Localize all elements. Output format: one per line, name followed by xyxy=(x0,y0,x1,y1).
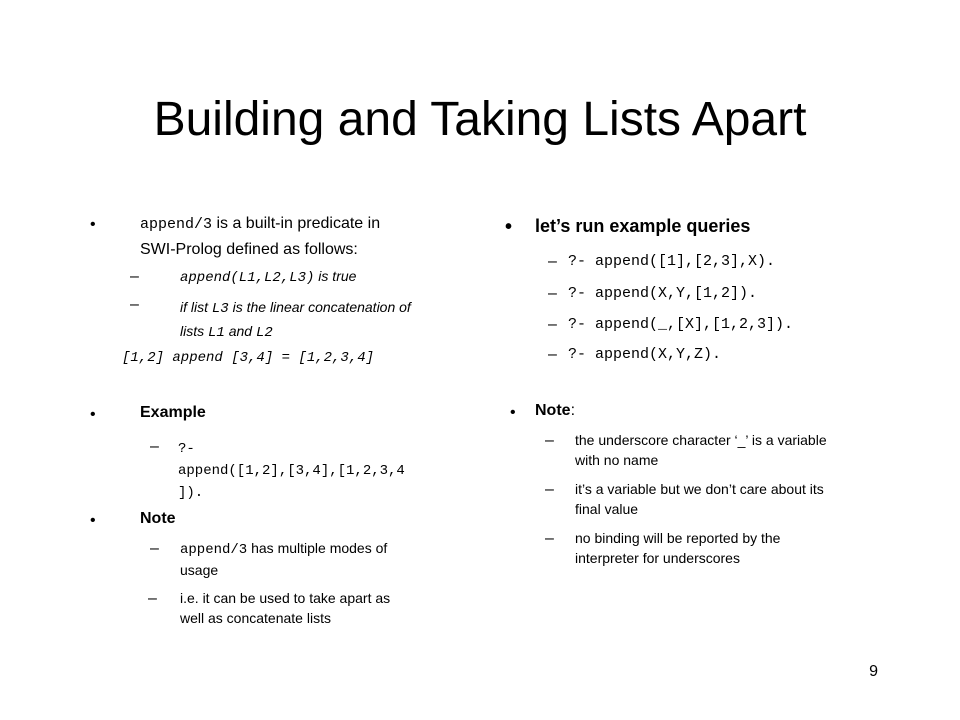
dash-marker: – xyxy=(150,540,159,557)
dash-marker: – xyxy=(548,285,557,302)
dash-marker: – xyxy=(545,530,554,547)
concatenation-description: if list L3 is the linear concatenation of lists L1 and L2 xyxy=(180,299,411,341)
note-heading-right: Note: xyxy=(535,402,576,419)
note-left-item-2: i.e. it can be used to take apart as well as concatenate lists xyxy=(180,590,391,626)
note-heading-left: Note xyxy=(140,510,176,527)
query-3: ?- append(_,[X],[1,2,3]). xyxy=(568,316,794,333)
query-1: ?- append([1],[2,3],X). xyxy=(568,253,776,270)
definition-line: append(L1,L2,L3) is true xyxy=(180,268,357,286)
bullet-icon: • xyxy=(505,216,513,238)
dash-marker: – xyxy=(150,438,159,455)
query-4: ?- append(X,Y,Z). xyxy=(568,346,722,363)
dash-marker: – xyxy=(545,432,554,449)
note-right-item-3: no binding will be reported by the interpreter for underscores xyxy=(575,530,781,566)
bullet-icon: • xyxy=(90,216,96,233)
bullet-icon: • xyxy=(90,512,96,529)
example-query: ?- append([1,2],[3,4],[1,2,3,4 ]). xyxy=(178,441,405,501)
intro-line-1: append/3 is a built-in predicate in xyxy=(140,215,381,233)
bullet-icon: • xyxy=(90,406,96,423)
queries-heading: let’s run example queries xyxy=(535,216,751,236)
query-2: ?- append(X,Y,[1,2]). xyxy=(568,285,758,302)
note-left-item-1: append/3 has multiple modes of usage xyxy=(180,540,388,578)
dash-marker: – xyxy=(545,481,554,498)
dash-marker: – xyxy=(548,253,557,270)
dash-marker: – xyxy=(130,268,139,285)
page-number: 9 xyxy=(869,663,878,680)
intro-line-2: SWI-Prolog defined as follows: xyxy=(140,241,358,258)
note-right-item-2: it’s a variable but we don’t care about its final value xyxy=(575,481,824,517)
dash-marker: – xyxy=(148,590,157,607)
note-right-item-1: the underscore character ‘_’ is a variable with no name xyxy=(575,432,827,468)
bullet-icon: • xyxy=(510,404,516,421)
append-formula: [1,2] append [3,4] = [1,2,3,4] xyxy=(122,350,375,366)
dash-marker: – xyxy=(130,296,139,313)
dash-marker: – xyxy=(548,316,557,333)
slide-title: Building and Taking Lists Apart xyxy=(153,93,807,146)
example-heading: Example xyxy=(140,404,206,421)
dash-marker: – xyxy=(548,346,557,363)
